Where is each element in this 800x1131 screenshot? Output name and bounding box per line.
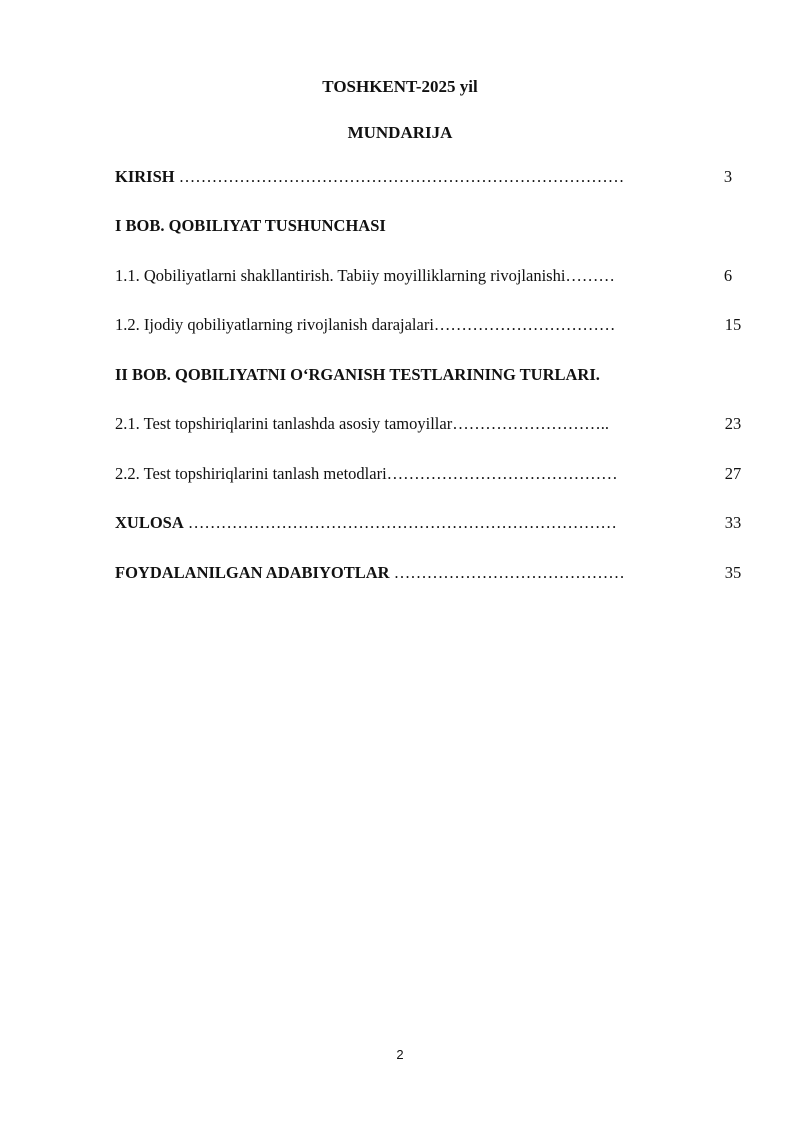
toc-chapter-label: II BOB. QOBILIYATNI O‘RGANISH TESTLARINING TURLARI. <box>115 365 600 384</box>
toc-chapter-2 <box>115 363 745 387</box>
toc-entry-kirish <box>115 165 745 189</box>
toc-leader-dots: …………………………………………………………………… <box>187 513 617 532</box>
toc-entry-adabiyotlar <box>115 561 745 585</box>
toc-entry-page: 27 <box>724 464 742 483</box>
toc-entry-label: FOYDALANILGAN ADABIYOTLAR <box>115 563 390 582</box>
toc-entry-page: 15 <box>724 315 742 334</box>
toc-entry-2-1 <box>115 412 745 436</box>
toc-entry-xulosa <box>115 511 745 535</box>
toc-entry-page: 6 <box>723 266 733 285</box>
toc-entry-label: XULOSA <box>115 513 184 532</box>
toc-chapter-label: I BOB. QOBILIYAT TUSHUNCHASI <box>115 216 386 235</box>
toc-entry-label: 2.2. Test topshiriqlarini tanlash metodlari…………………………………… <box>115 464 618 483</box>
toc-entry-page: 35 <box>724 563 742 582</box>
toc-entry-label: 1.2. Ijodiy qobiliyatlarning rivojlanish darajalari…………………………… <box>115 315 616 334</box>
toc-entry-page: 23 <box>724 414 742 433</box>
toc-entry-page: 33 <box>724 513 742 532</box>
city-year-heading: TOSHKENT-2025 yil <box>322 77 478 96</box>
toc-entry-label: 1.1. Qobiliyatlarni shakllantirish. Tabiiy moyilliklarning rivojlanishi……… <box>115 266 615 285</box>
toc-entry-label: 2.1. Test topshiriqlarini tanlashda asosiy tamoyillar……………………….. <box>115 414 609 433</box>
page-number: 2 <box>396 1047 404 1062</box>
toc-leader-dots: …………………………………… <box>393 563 625 582</box>
toc-entry-1-2 <box>115 313 745 337</box>
toc-entry-label: KIRISH <box>115 167 175 186</box>
toc-leader-dots: ……………………………………………………………………… <box>178 167 625 186</box>
toc-entry-1-1 <box>115 264 745 288</box>
toc-entry-page: 3 <box>723 167 733 186</box>
toc-chapter-1 <box>115 214 745 238</box>
toc-entry-2-2 <box>115 462 745 486</box>
table-of-contents-title: MUNDARIJA <box>347 123 453 142</box>
